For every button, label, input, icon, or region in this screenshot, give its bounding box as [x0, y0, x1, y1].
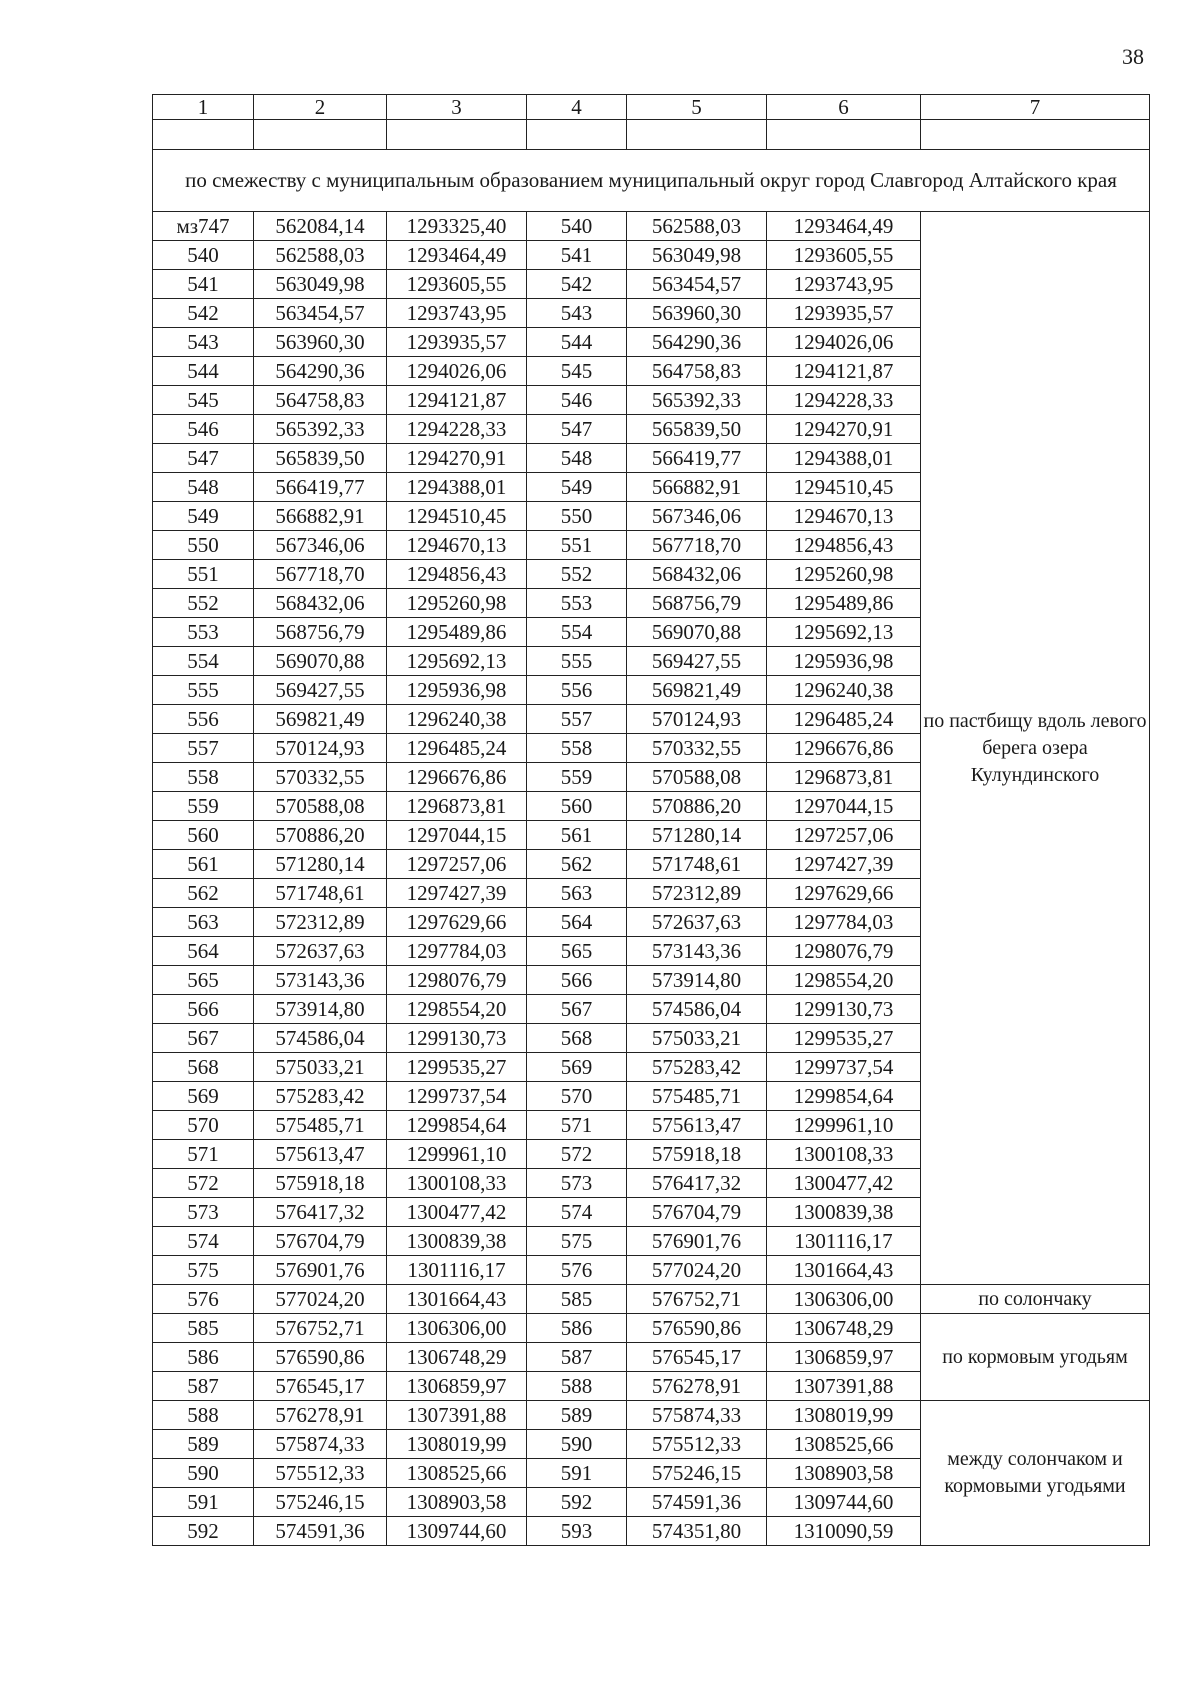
table-cell: 575613,47: [254, 1140, 387, 1169]
table-cell: 570886,20: [254, 821, 387, 850]
table-cell: 573914,80: [627, 966, 767, 995]
table-cell: 575512,33: [627, 1430, 767, 1459]
table-cell: 571280,14: [627, 821, 767, 850]
table-cell: 576545,17: [627, 1343, 767, 1372]
table-cell: 1299535,27: [387, 1053, 527, 1082]
table-cell: 569: [153, 1082, 254, 1111]
table-cell: 1299130,73: [387, 1024, 527, 1053]
coordinates-table: [152, 94, 1150, 1546]
table-cell: 1299854,64: [387, 1111, 527, 1140]
table-cell: 1298076,79: [387, 966, 527, 995]
table-cell: 554: [527, 618, 627, 647]
table-row: [153, 1401, 1150, 1430]
table-cell: 585: [527, 1285, 627, 1314]
table-cell: 1294388,01: [767, 444, 921, 473]
table-cell: 576590,86: [254, 1343, 387, 1372]
table-cell: 575918,18: [627, 1140, 767, 1169]
table-cell: 545: [153, 386, 254, 415]
table-cell: 574591,36: [627, 1488, 767, 1517]
table-cell: 1293743,95: [767, 270, 921, 299]
table-cell: 569821,49: [627, 676, 767, 705]
table-cell: 1309744,60: [387, 1517, 527, 1546]
table-cell: 1306306,00: [387, 1314, 527, 1343]
table-cell: 587: [527, 1343, 627, 1372]
table-cell: 570124,93: [627, 705, 767, 734]
table-cell: 575033,21: [254, 1053, 387, 1082]
table-cell: 576901,76: [627, 1227, 767, 1256]
table-cell: 573: [527, 1169, 627, 1198]
table-cell: 1297257,06: [767, 821, 921, 850]
table-cell: 572: [153, 1169, 254, 1198]
table-row: [153, 1285, 1150, 1314]
section-row: [153, 150, 1150, 212]
table-cell: 567: [153, 1024, 254, 1053]
table-cell: 1301116,17: [387, 1256, 527, 1285]
table-cell: 571: [153, 1140, 254, 1169]
table-cell: 574: [527, 1198, 627, 1227]
table-cell: 585: [153, 1314, 254, 1343]
table-cell: 567346,06: [627, 502, 767, 531]
table-cell: 575033,21: [627, 1024, 767, 1053]
table-cell: 1294670,13: [387, 531, 527, 560]
table-cell: 1299535,27: [767, 1024, 921, 1053]
header-cell: 7: [921, 95, 1150, 120]
table-cell: 569427,55: [627, 647, 767, 676]
table-cell: 1295489,86: [387, 618, 527, 647]
table-cell: 554: [153, 647, 254, 676]
table-cell: 1297427,39: [767, 850, 921, 879]
table-cell: 1306859,97: [387, 1372, 527, 1401]
table-cell: 1294228,33: [767, 386, 921, 415]
table-cell: 564758,83: [254, 386, 387, 415]
table-cell: 571748,61: [627, 850, 767, 879]
table-cell: 1310090,59: [767, 1517, 921, 1546]
table-cell: 591: [527, 1459, 627, 1488]
table-cell: 1293935,57: [767, 299, 921, 328]
table-cell: 570332,55: [254, 763, 387, 792]
table-cell: 542: [153, 299, 254, 328]
table-cell: 576: [527, 1256, 627, 1285]
table-cell: 1296873,81: [767, 763, 921, 792]
table-cell: 548: [527, 444, 627, 473]
table-cell: 574: [153, 1227, 254, 1256]
table-cell: 565839,50: [627, 415, 767, 444]
table-cell: 569: [527, 1053, 627, 1082]
table-cell: 1300477,42: [387, 1198, 527, 1227]
table-cell: 553: [153, 618, 254, 647]
table-cell: 1299854,64: [767, 1082, 921, 1111]
table-cell: 574591,36: [254, 1517, 387, 1546]
table-cell: 1295936,98: [767, 647, 921, 676]
table-cell: 1297629,66: [767, 879, 921, 908]
table-cell: 564290,36: [627, 328, 767, 357]
table-cell: 566419,77: [254, 473, 387, 502]
table-cell: 574351,80: [627, 1517, 767, 1546]
table-cell: 1308019,99: [387, 1430, 527, 1459]
table-cell: 569070,88: [627, 618, 767, 647]
table-cell: 569070,88: [254, 647, 387, 676]
table-cell: 560: [153, 821, 254, 850]
table-cell: 562084,14: [254, 212, 387, 241]
table-cell: 1293605,55: [387, 270, 527, 299]
table-cell: 577024,20: [627, 1256, 767, 1285]
table-cell: 548: [153, 473, 254, 502]
table-cell: 586: [527, 1314, 627, 1343]
header-cell: 6: [767, 95, 921, 120]
table-cell: 562: [527, 850, 627, 879]
table-cell: 1295692,13: [767, 618, 921, 647]
table-cell: 568: [527, 1024, 627, 1053]
table-cell: 1295489,86: [767, 589, 921, 618]
table-cell: 566882,91: [254, 502, 387, 531]
table-cell: 590: [527, 1430, 627, 1459]
table-cell: 551: [527, 531, 627, 560]
table-cell: 1308903,58: [387, 1488, 527, 1517]
table-cell: 566882,91: [627, 473, 767, 502]
table-cell: 564758,83: [627, 357, 767, 386]
table-cell: 574586,04: [627, 995, 767, 1024]
table-cell: 560: [527, 792, 627, 821]
table-cell: 568432,06: [627, 560, 767, 589]
table-cell: 1309744,60: [767, 1488, 921, 1517]
table-cell: 576545,17: [254, 1372, 387, 1401]
table-cell: 540: [153, 241, 254, 270]
header-row: [153, 95, 1150, 120]
table-cell: 572637,63: [254, 937, 387, 966]
table-cell: 1298554,20: [387, 995, 527, 1024]
table-cell: 1300839,38: [387, 1227, 527, 1256]
table-cell: 567718,70: [254, 560, 387, 589]
table-cell: 1293464,49: [767, 212, 921, 241]
boundary-description: по пастбищу вдоль левого берега озера Кулундинского: [921, 212, 1150, 1285]
table-cell: 593: [527, 1517, 627, 1546]
table-cell: 567346,06: [254, 531, 387, 560]
table-cell: 575283,42: [254, 1082, 387, 1111]
table-cell: 576901,76: [254, 1256, 387, 1285]
table-cell: 1294510,45: [387, 502, 527, 531]
table-cell: 1299130,73: [767, 995, 921, 1024]
table-cell: 1306748,29: [767, 1314, 921, 1343]
table-cell: 1293464,49: [387, 241, 527, 270]
table-cell: 570588,08: [627, 763, 767, 792]
table-cell: 569427,55: [254, 676, 387, 705]
header-cell: 2: [254, 95, 387, 120]
table-cell: 1295692,13: [387, 647, 527, 676]
table-cell: 559: [527, 763, 627, 792]
table-cell: 1296240,38: [387, 705, 527, 734]
table-cell: 1297784,03: [767, 908, 921, 937]
table-cell: 561: [527, 821, 627, 850]
table-cell: 547: [527, 415, 627, 444]
table-cell: 1296485,24: [387, 734, 527, 763]
table-cell: 549: [153, 502, 254, 531]
table-cell: 576417,32: [254, 1198, 387, 1227]
table-cell: 569821,49: [254, 705, 387, 734]
table-cell: 545: [527, 357, 627, 386]
header-cell: 4: [527, 95, 627, 120]
table-cell: 557: [527, 705, 627, 734]
table-cell: 1297257,06: [387, 850, 527, 879]
table-cell: 541: [153, 270, 254, 299]
table-cell: 587: [153, 1372, 254, 1401]
table-cell: 1293935,57: [387, 328, 527, 357]
table-cell: 565839,50: [254, 444, 387, 473]
table-cell: 1301664,43: [387, 1285, 527, 1314]
header-cell: 3: [387, 95, 527, 120]
table-cell: 586: [153, 1343, 254, 1372]
table-cell: 1296873,81: [387, 792, 527, 821]
table-cell: 1297629,66: [387, 908, 527, 937]
table-cell: 564: [527, 908, 627, 937]
table-cell: 563049,98: [627, 241, 767, 270]
table-cell: 1296485,24: [767, 705, 921, 734]
table-cell: 565392,33: [254, 415, 387, 444]
boundary-description: по кормовым угодьям: [921, 1314, 1150, 1401]
table-cell: 1308019,99: [767, 1401, 921, 1430]
table-cell: 550: [527, 502, 627, 531]
table-cell: 570588,08: [254, 792, 387, 821]
table-cell: 589: [527, 1401, 627, 1430]
table-cell: 573: [153, 1198, 254, 1227]
table-cell: 1296240,38: [767, 676, 921, 705]
table-cell: 1297427,39: [387, 879, 527, 908]
header-cell: 5: [627, 95, 767, 120]
table-cell: 558: [153, 763, 254, 792]
table-cell: 565: [153, 966, 254, 995]
table-cell: 1294026,06: [767, 328, 921, 357]
table-cell: 571280,14: [254, 850, 387, 879]
table-cell: 1294270,91: [387, 444, 527, 473]
table-cell: 1301664,43: [767, 1256, 921, 1285]
table-cell: 1297784,03: [387, 937, 527, 966]
table-cell: 1299737,54: [387, 1082, 527, 1111]
table-cell: 576704,79: [254, 1227, 387, 1256]
table-cell: 575283,42: [627, 1053, 767, 1082]
table-cell: 540: [527, 212, 627, 241]
table-cell: 1300108,33: [767, 1140, 921, 1169]
table-cell: 570886,20: [627, 792, 767, 821]
table-cell: 590: [153, 1459, 254, 1488]
table-cell: 1293743,95: [387, 299, 527, 328]
table-cell: 552: [527, 560, 627, 589]
table-cell: 542: [527, 270, 627, 299]
table-cell: 1306859,97: [767, 1343, 921, 1372]
table-cell: 567718,70: [627, 531, 767, 560]
table-cell: 565: [527, 937, 627, 966]
table-cell: 1297044,15: [387, 821, 527, 850]
table-cell: 576417,32: [627, 1169, 767, 1198]
table-cell: 565392,33: [627, 386, 767, 415]
table-cell: 563960,30: [254, 328, 387, 357]
table-cell: 561: [153, 850, 254, 879]
table-cell: 1294510,45: [767, 473, 921, 502]
table-cell: 1294228,33: [387, 415, 527, 444]
table-cell: 568432,06: [254, 589, 387, 618]
table-cell: 546: [527, 386, 627, 415]
table-cell: 575512,33: [254, 1459, 387, 1488]
table-cell: 575246,15: [254, 1488, 387, 1517]
table-cell: 1296676,86: [767, 734, 921, 763]
table-cell: 1293605,55: [767, 241, 921, 270]
table-cell: 558: [527, 734, 627, 763]
table-cell: 1300477,42: [767, 1169, 921, 1198]
table-cell: 1294856,43: [767, 531, 921, 560]
table-cell: 557: [153, 734, 254, 763]
table-cell: 549: [527, 473, 627, 502]
table-cell: 563: [527, 879, 627, 908]
blank-row: [153, 120, 1150, 150]
table-cell: 1296676,86: [387, 763, 527, 792]
table-cell: 574586,04: [254, 1024, 387, 1053]
table-cell: 1294026,06: [387, 357, 527, 386]
table-cell: 556: [527, 676, 627, 705]
page-number: 38: [1122, 44, 1144, 69]
table-cell: 1299961,10: [767, 1111, 921, 1140]
table-cell: 572637,63: [627, 908, 767, 937]
table-cell: 571: [527, 1111, 627, 1140]
table-cell: 1306306,00: [767, 1285, 921, 1314]
table-cell: 588: [527, 1372, 627, 1401]
table-cell: 575874,33: [627, 1401, 767, 1430]
table-cell: 556: [153, 705, 254, 734]
table-cell: 543: [527, 299, 627, 328]
table-cell: 563: [153, 908, 254, 937]
table-cell: 573914,80: [254, 995, 387, 1024]
table-cell: 1294270,91: [767, 415, 921, 444]
table-cell: 1294670,13: [767, 502, 921, 531]
table-cell: 1294388,01: [387, 473, 527, 502]
table-cell: 1300108,33: [387, 1169, 527, 1198]
boundary-description: по солончаку: [921, 1285, 1150, 1314]
table-cell: мз747: [153, 212, 254, 241]
table-cell: 575613,47: [627, 1111, 767, 1140]
table-cell: 1294121,87: [767, 357, 921, 386]
table-cell: 577024,20: [254, 1285, 387, 1314]
table-cell: 575: [153, 1256, 254, 1285]
table-cell: 576752,71: [254, 1314, 387, 1343]
table-cell: 547: [153, 444, 254, 473]
table-cell: 1294121,87: [387, 386, 527, 415]
table-cell: 555: [527, 647, 627, 676]
boundary-description: между солончаком и кормовыми угодьями: [921, 1401, 1150, 1546]
table-cell: 575246,15: [627, 1459, 767, 1488]
table-cell: 551: [153, 560, 254, 589]
table-cell: 575918,18: [254, 1169, 387, 1198]
table-cell: 566: [527, 966, 627, 995]
table-cell: 553: [527, 589, 627, 618]
section-title: по смежеству с муниципальным образованием муниципальный округ город Славгород Алтайского края: [153, 150, 1150, 212]
table-cell: 576: [153, 1285, 254, 1314]
table-cell: 564290,36: [254, 357, 387, 386]
table-cell: 572312,89: [627, 879, 767, 908]
table-cell: 562588,03: [627, 212, 767, 241]
table-cell: 1308525,66: [767, 1430, 921, 1459]
table-cell: 592: [153, 1517, 254, 1546]
table-cell: 576278,91: [627, 1372, 767, 1401]
table-cell: 591: [153, 1488, 254, 1517]
table-cell: 1295936,98: [387, 676, 527, 705]
table-cell: 543: [153, 328, 254, 357]
table-cell: 575485,71: [627, 1082, 767, 1111]
table-cell: 570332,55: [627, 734, 767, 763]
table-cell: 562: [153, 879, 254, 908]
table-cell: 1299961,10: [387, 1140, 527, 1169]
table-cell: 1299737,54: [767, 1053, 921, 1082]
table-cell: 544: [153, 357, 254, 386]
table-cell: 568756,79: [254, 618, 387, 647]
table-cell: 1300839,38: [767, 1198, 921, 1227]
table-cell: 563049,98: [254, 270, 387, 299]
table-cell: 1306748,29: [387, 1343, 527, 1372]
table-cell: 1301116,17: [767, 1227, 921, 1256]
table-cell: 572312,89: [254, 908, 387, 937]
table-cell: 544: [527, 328, 627, 357]
table-cell: 570: [527, 1082, 627, 1111]
table-cell: 562588,03: [254, 241, 387, 270]
table-cell: 575: [527, 1227, 627, 1256]
table-cell: 566419,77: [627, 444, 767, 473]
table-cell: 1295260,98: [387, 589, 527, 618]
table-cell: 566: [153, 995, 254, 1024]
table-row: [153, 1314, 1150, 1343]
table-cell: 576590,86: [627, 1314, 767, 1343]
table-cell: 575485,71: [254, 1111, 387, 1140]
table-cell: 550: [153, 531, 254, 560]
table-cell: 1307391,88: [387, 1401, 527, 1430]
table-cell: 555: [153, 676, 254, 705]
table-cell: 559: [153, 792, 254, 821]
table-cell: 1308903,58: [767, 1459, 921, 1488]
table-cell: 572: [527, 1140, 627, 1169]
table-cell: 546: [153, 415, 254, 444]
table-cell: 568: [153, 1053, 254, 1082]
table-cell: 1298076,79: [767, 937, 921, 966]
table-cell: 567: [527, 995, 627, 1024]
table-cell: 563960,30: [627, 299, 767, 328]
table-cell: 1307391,88: [767, 1372, 921, 1401]
table-cell: 564: [153, 937, 254, 966]
table-cell: 1293325,40: [387, 212, 527, 241]
table-cell: 592: [527, 1488, 627, 1517]
table-cell: 1298554,20: [767, 966, 921, 995]
table-cell: 552: [153, 589, 254, 618]
table-cell: 570124,93: [254, 734, 387, 763]
table-row: [153, 212, 1150, 241]
table-cell: 1295260,98: [767, 560, 921, 589]
table-cell: 589: [153, 1430, 254, 1459]
table-cell: 541: [527, 241, 627, 270]
table-cell: 575874,33: [254, 1430, 387, 1459]
table-cell: 573143,36: [254, 966, 387, 995]
table-cell: 563454,57: [627, 270, 767, 299]
table-cell: 588: [153, 1401, 254, 1430]
table-cell: 1297044,15: [767, 792, 921, 821]
table-cell: 568756,79: [627, 589, 767, 618]
header-cell: 1: [153, 95, 254, 120]
table-cell: 576704,79: [627, 1198, 767, 1227]
table-cell: 576278,91: [254, 1401, 387, 1430]
table-cell: 573143,36: [627, 937, 767, 966]
table-cell: 576752,71: [627, 1285, 767, 1314]
table-cell: 571748,61: [254, 879, 387, 908]
table-cell: 563454,57: [254, 299, 387, 328]
table-cell: 1308525,66: [387, 1459, 527, 1488]
table-cell: 570: [153, 1111, 254, 1140]
table-cell: 1294856,43: [387, 560, 527, 589]
